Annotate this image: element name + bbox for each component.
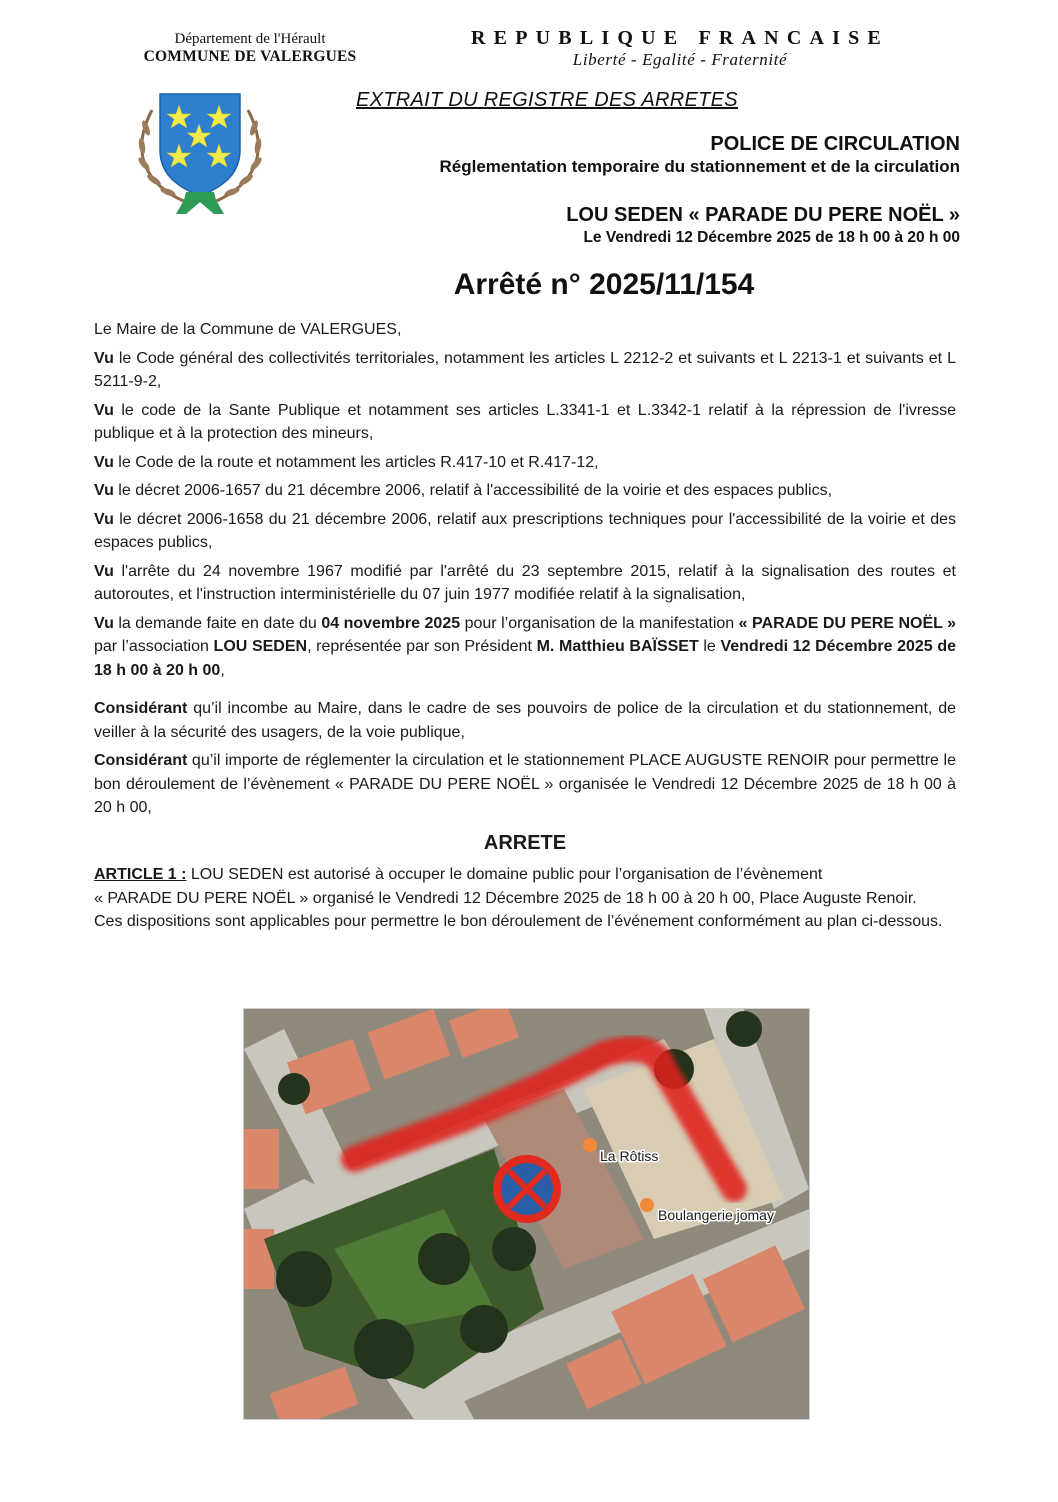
vu-text: le décret 2006-1658 du 21 décembre 2006, relatif aux prescriptions techniques pour l'accessibilité de la voirie et des espaces publics, (94, 510, 956, 551)
vu-lead: Vu (94, 614, 114, 632)
vu-text: le (698, 638, 721, 655)
article-1-text-3: Ces dispositions sont applicables pour permettre le bon déroulement de l’événement conformément au plan ci-dessous. (94, 913, 943, 930)
article-1-text-2: « PARADE DU PERE NOËL » organisé le Vendredi 12 Décembre 2025 de 18 h 00 à 20 h 00, Place Auguste Renoir. (94, 889, 917, 907)
vu-clause (94, 451, 956, 475)
event-block (566, 202, 960, 248)
article-1 (94, 863, 956, 887)
considerant-lead: Considérant (94, 752, 188, 769)
restaurant-pin-icon (583, 1138, 597, 1152)
commune-name: COMMUNE DE VALERGUES (143, 48, 357, 65)
republic-title: REPUBLIQUE FRANCAISE (471, 27, 889, 49)
vu-text: pour l’organisation de la manifestation (460, 614, 739, 632)
subject-subtitle: Réglementation temporaire du stationnement et de la circulation (439, 157, 960, 176)
register-title: EXTRAIT DU REGISTRE DES ARRETES (356, 89, 738, 111)
no-stopping-sign-icon (493, 1155, 561, 1223)
vu-text: par l’association (94, 638, 214, 655)
vu-text: , (220, 661, 225, 679)
event-datetime: Vendredi 12 Décembre 2025 de 18 h 00 à 20 h 00 (94, 638, 957, 679)
event-title: LOU SEDEN « PARADE DU PERE NOËL » (566, 204, 960, 226)
department-name: Département de l'Hérault (174, 31, 326, 47)
considerant-text: qu’il incombe au Maire, dans le cadre de ses pouvoirs de police de la circulation et du stationnement, de veiller à la sécurité des usagers, de la voie publique, (94, 700, 956, 741)
vu-clause (94, 479, 956, 503)
president-name: M. Matthieu BAÏSSET (536, 638, 699, 655)
arrete-heading: ARRETE (483, 831, 567, 854)
vu-clause (94, 508, 956, 555)
considerant-text: qu’il importe de réglementer la circulation et le stationnement PLACE AUGUSTE RENOIR pour permettre le bon déroulement de l’évènement « PARADE DU PERE NOËL » organisée le Vendredi 12 Décembre 2025 de 18 h 00 à 20 h 00, (94, 752, 956, 816)
republic-header (400, 26, 960, 70)
vu-text: le code de la Sante Publique et notamment ses articles L.3341-1 et L.3342-1 relatif à la répression de l'ivresse publique et à la protection des mineurs, (94, 401, 956, 442)
vu-text: , représentée par son Président (307, 638, 537, 655)
arrete-number: Arrêté n° 2025/11/154 (453, 268, 755, 301)
article-1-text: LOU SEDEN est autorisé à occuper le domaine public pour l’organisation de l’évènement (186, 866, 823, 883)
event-name: « PARADE DU PERE NOËL » (738, 614, 957, 632)
subject-block (440, 132, 960, 178)
department-header (100, 30, 400, 66)
vu-clause (94, 399, 956, 446)
coat-of-arms-icon (130, 88, 270, 218)
vu-text: l'arrête du 24 novembre 1967 modifié par l'arrêté du 23 septembre 2015, relatif à la signalisation des routes et autoroutes, et l'instruction interministérielle du 07 juin 1977 modifiée relatif à la signalisation, (94, 562, 956, 603)
document-body (94, 318, 956, 934)
vu-text: le Code de la route et notamment les articles R.417-10 et R.417-12, (113, 453, 599, 471)
article-1-label: ARTICLE 1 : (94, 866, 187, 883)
vu-text: le décret 2006-1657 du 21 décembre 2006, relatif à l'accessibilité de la voirie et des espaces publics, (113, 482, 833, 499)
subject-title: POLICE DE CIRCULATION (710, 133, 960, 155)
vu-clause (94, 347, 956, 394)
vu-lead: Vu (94, 453, 114, 471)
vu-text: la demande faite en date du (113, 614, 322, 632)
vu-lead: Vu (94, 349, 114, 367)
vu-lead: Vu (94, 562, 114, 580)
vu-clause (94, 560, 956, 607)
vu-demande-clause (94, 612, 956, 683)
map-label-boulangerie: Boulangerie jomay (658, 1207, 774, 1223)
intro-line: Le Maire de la Commune de VALERGUES, (94, 321, 402, 338)
event-map (243, 1008, 810, 1420)
considerant-clause (94, 697, 956, 744)
vu-lead: Vu (94, 482, 114, 499)
event-date: Le Vendredi 12 Décembre 2025 de 18 h 00 à 20 h 00 (583, 229, 960, 246)
association-name: LOU SEDEN (213, 638, 308, 655)
considerant-clause (94, 749, 956, 820)
considerant-lead: Considérant (94, 700, 188, 717)
vu-lead: Vu (94, 401, 114, 419)
bakery-pin-icon (640, 1198, 654, 1212)
map-label-rotisserie: La Rôtiss (600, 1148, 659, 1164)
republic-motto: Liberté - Egalité - Fraternité (572, 50, 788, 69)
vu-lead: Vu (94, 510, 114, 528)
request-date: 04 novembre 2025 (321, 614, 461, 632)
spacer (94, 687, 956, 697)
vu-text: le Code général des collectivités territoriales, notamment les articles L 2212-2 et suivants et L 2213-1 et suivants et L 5211-9-2, (94, 349, 956, 390)
